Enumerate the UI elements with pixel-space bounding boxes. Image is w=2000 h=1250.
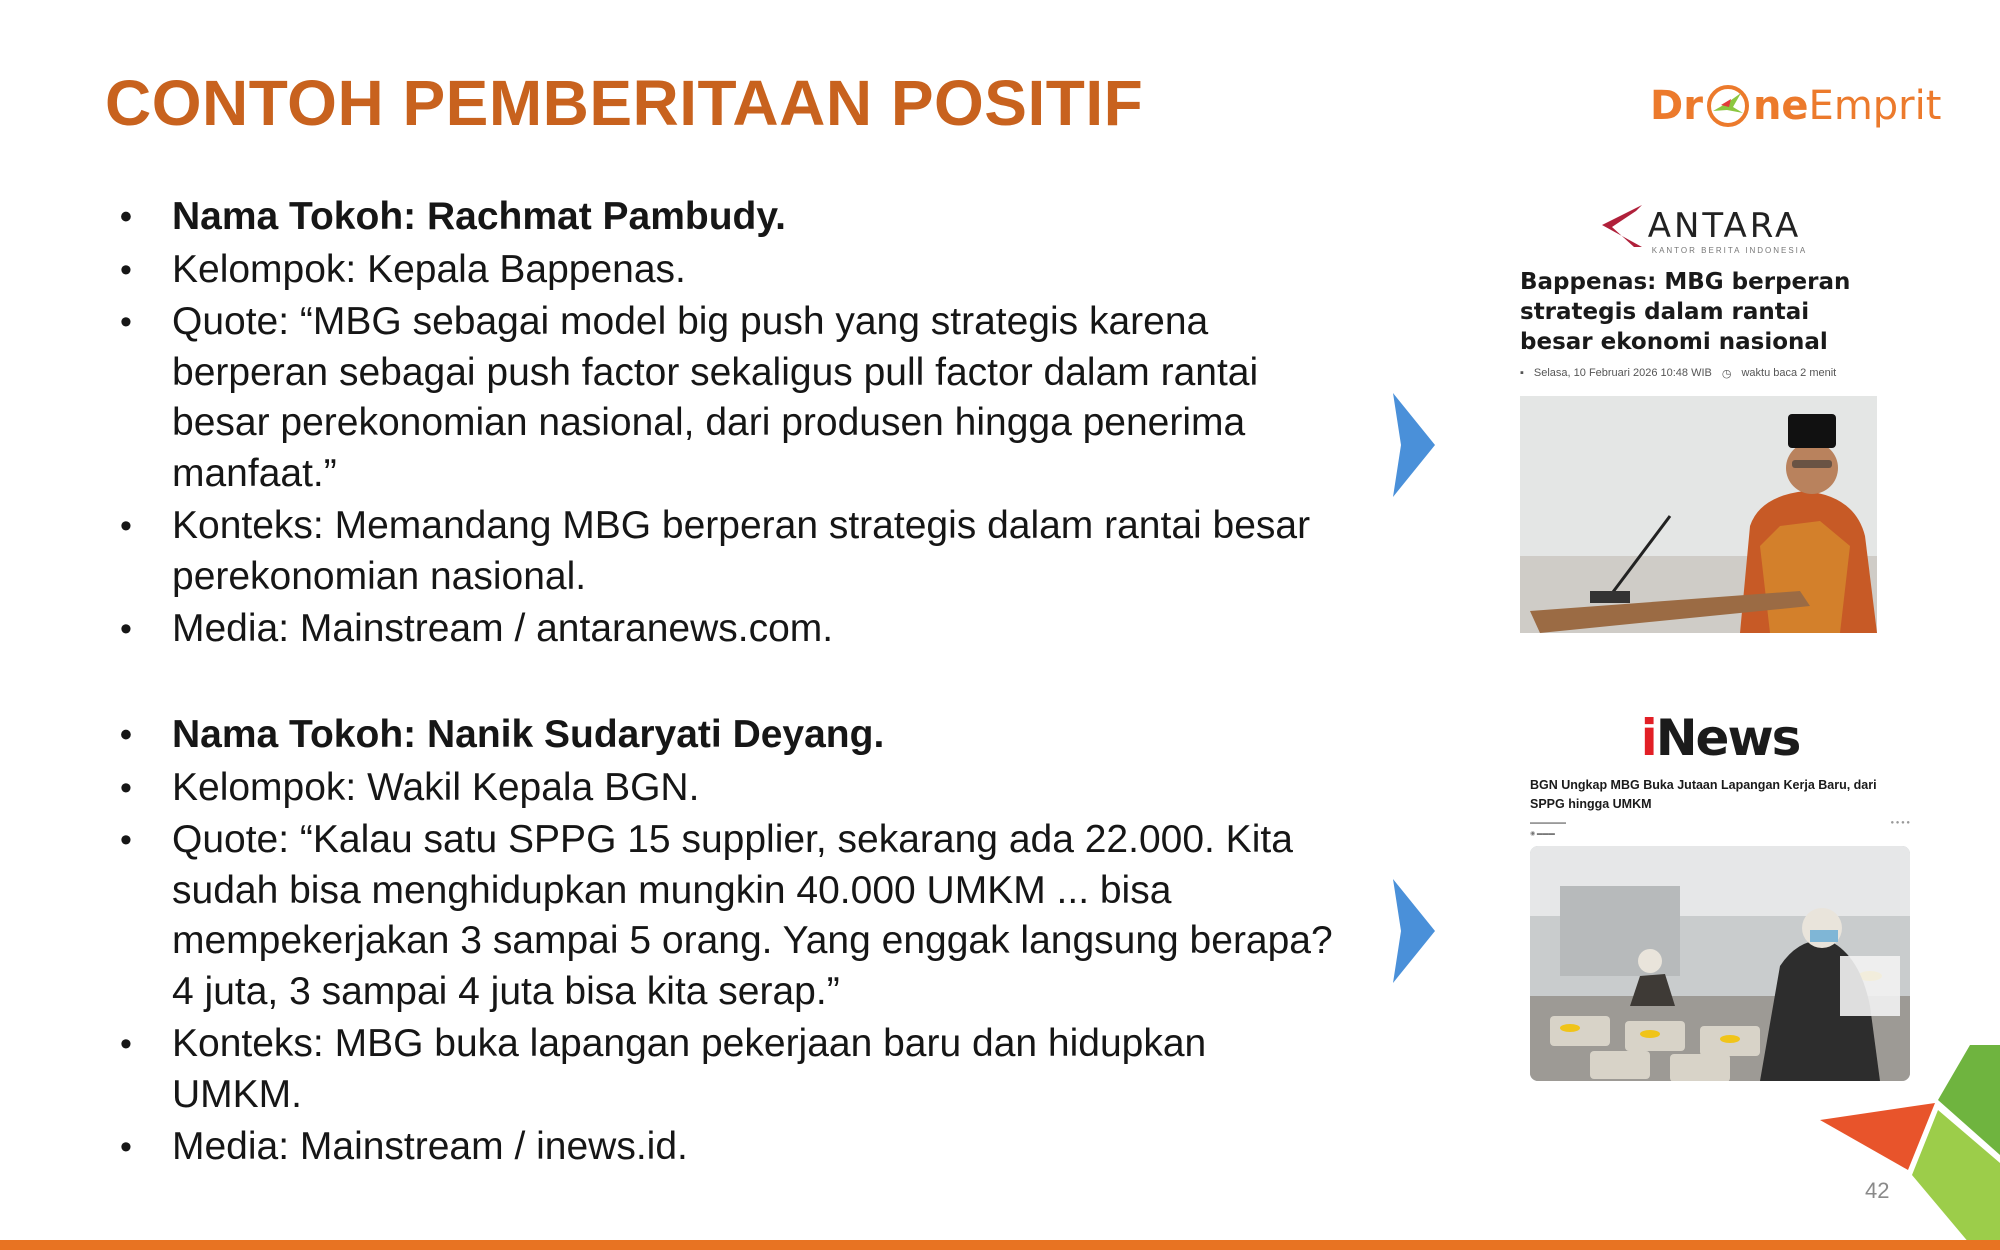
antara-mark-icon: [1596, 201, 1648, 251]
page-number: 42: [1865, 1178, 1890, 1203]
tokoh-2-nama: • Nama Tokoh: Nanik Sudaryati Deyang.: [120, 710, 1340, 761]
drone-bird-icon: [1705, 83, 1751, 129]
tokoh-2-kelompok: • Kelompok: Wakil Kepala BGN.: [120, 763, 1340, 814]
antara-meta: ▪ Selasa, 10 Februari 2026 10:48 WIB ◷ waktu baca 2 menit: [1520, 367, 1837, 380]
speaker-at-podium-image: [1520, 396, 1877, 633]
antara-headline: Bappenas: MBG berperan strategis dalam rantai besar ekonomi nasional: [1520, 269, 1851, 355]
tokoh-1-media: • Media: Mainstream / antaranews.com.: [120, 604, 1340, 655]
arrow-right-icon: [1393, 879, 1435, 983]
tokoh-1-kelompok: • Kelompok: Kepala Bappenas.: [120, 245, 1340, 296]
arrow-right-icon: [1393, 393, 1435, 497]
drone-emprit-logo: Dr ne Emprit: [1650, 83, 1942, 129]
slide-title: CONTOH PEMBERITAAN POSITIF: [105, 67, 1144, 139]
inews-meta: ▬▬▬▬▬▬ ● ● ● ●: [1530, 820, 1910, 826]
tokoh-2-quote: • Quote: “Kalau satu SPPG 15 supplier, sekarang ada 22.000. Kita sudah bisa menghidupkan mungkin 40.000 UMKM ... bisa mempekerjakan 3 sampai 5 orang. Yang enggak langsung berapa? 4 juta, 3 sampai 4 juta bisa kita serap.”: [120, 815, 1340, 1017]
inews-headline: BGN Ungkap MBG Buka Jutaan Lapangan Kerja Baru, dari SPPG hingga UMKM: [1530, 778, 1877, 811]
inews-article-screenshot: [1530, 710, 1910, 1081]
tokoh-2-list: [120, 710, 1340, 1175]
bottom-accent-bar: [0, 1240, 2000, 1250]
tokoh-1-list: [120, 192, 1340, 657]
calendar-icon: ▪: [1520, 367, 1524, 379]
antara-article-screenshot: ANTARA KANTOR BERITA INDONESIA Bappenas: MBG berperan strategis dalam rantai besar ekonomi nasional ▪ Selasa, 10 Februari 2026 10:48 WIB ◷ waktu baca 2 menit: [1520, 200, 1877, 633]
tokoh-1-konteks: • Konteks: Memandang MBG berperan strategis dalam rantai besar perekonomian nasional.: [120, 501, 1340, 602]
antara-logo: ANTARA: [1520, 200, 1877, 252]
inews-logo: iNews: [1640, 709, 1800, 767]
clock-icon: ◷: [1721, 368, 1732, 380]
tokoh-2-konteks: • Konteks: MBG buka lapangan pekerjaan baru dan hidupkan UMKM.: [120, 1019, 1340, 1120]
antara-news-photo: [1520, 396, 1877, 633]
tokoh-1-quote: • Quote: “MBG sebagai model big push yang strategis karena berperan sebagai push factor sekaligus pull factor dalam rantai besar perekonomian nasional, dari produsen hingga penerima manfaat.”: [120, 297, 1340, 499]
tokoh-1-nama: • Nama Tokoh: Rachmat Pambudy.: [120, 192, 1340, 243]
inews-author: ◉ ▬▬▬: [1530, 831, 1555, 837]
tokoh-2-media: • Media: Mainstream / inews.id.: [120, 1122, 1340, 1173]
decorative-corner-shape: [1820, 1045, 2000, 1250]
